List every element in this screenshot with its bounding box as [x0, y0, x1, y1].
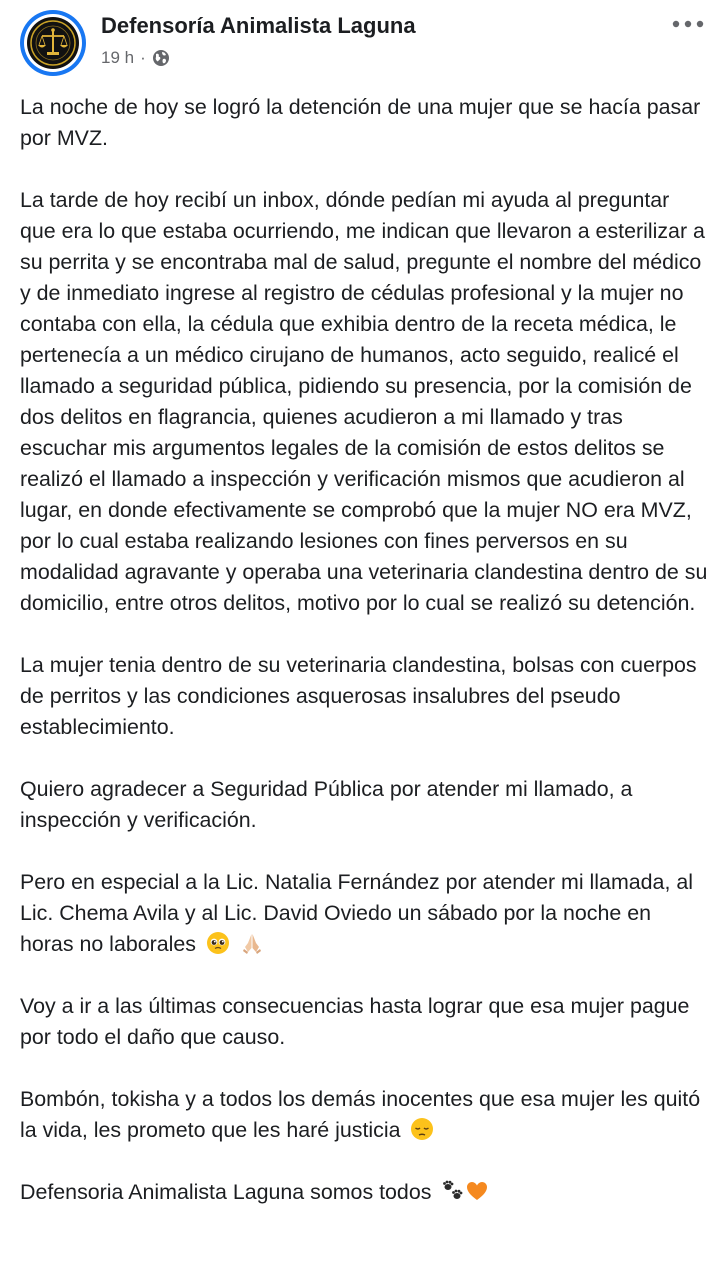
post-text [20, 92, 710, 1239]
page-avatar[interactable] [20, 10, 86, 76]
post-paragraph: Quiero agradecer a Seguridad Pública por atender mi llamado, a inspección y verificación. [20, 777, 633, 832]
post-meta [101, 47, 170, 69]
meta-separator: · [140, 48, 146, 67]
paw-prints-emoji-icon [441, 1179, 465, 1203]
folded-hands-emoji-icon [240, 931, 264, 955]
orange-heart-emoji-icon [465, 1179, 489, 1203]
post-paragraph: Bombón, tokisha y a todos los demás inocentes que esa mujer les quitó la vida, les prometo que les haré justicia [20, 1087, 701, 1142]
post-time[interactable]: 19 h [101, 48, 135, 67]
more-options-icon[interactable] [668, 14, 708, 34]
globe-icon[interactable] [152, 49, 170, 67]
post-paragraph: Voy a ir a las últimas consecuencias hasta lograr que esa mujer pague por todo el daño que causo. [20, 994, 690, 1049]
scales-of-justice-logo-icon [27, 17, 79, 69]
post-paragraph: Defensoria Animalista Laguna somos todos [20, 1177, 710, 1208]
post-header [0, 0, 723, 84]
post-paragraph: La mujer tenia dentro de su veterinaria clandestina, bolsas con cuerpos de perritos y las condiciones asquerosas insalubres del pseudo establecimiento. [20, 653, 697, 739]
post-paragraph: Pero en especial a la Lic. Natalia Fernández por atender mi llamada, al Lic. Chema Avila y al Lic. David Oviedo un sábado por la noche en horas no laborales [20, 870, 693, 956]
pleading-face-emoji-icon [206, 931, 230, 955]
page-name[interactable]: Defensoría Animalista Laguna [101, 13, 416, 38]
post-paragraph: La noche de hoy se logró la detención de una mujer que se hacía pasar por MVZ. [20, 95, 701, 150]
pensive-face-emoji-icon [410, 1117, 434, 1141]
post-paragraph: La tarde de hoy recibí un inbox, dónde pedían mi ayuda al preguntar que era lo que estaba ocurriendo, me indican que llevaron a esterilizar a su perrita y se encontraba mal de salud, pregunte el nombre del médico y de inmediato ingrese al registro de cédulas profesional y la mujer no contaba con ella, la cédula que exhibia dentro de la receta médica, le pertenecía a un médico cirujano de humanos, acto seguido, realicé el llamado a seguridad pública, pidiendo su presencia, por la comisión de dos delitos en flagrancia, quienes acudieron a mi llamado y tras escuchar mis argumentos legales de la comisión de estos delitos se realizó el llamado a inspección y verificación mismos que acudieron al lugar, en donde efectivamente se comprobó que la mujer NO era MVZ, por lo cual estaba realizando lesiones con fines perversos en su modalidad agravante y operaba una veterinaria clandestina dentro de su domicilio, entre otros delitos, motivo por lo cual se realizó su detención. [20, 188, 708, 615]
